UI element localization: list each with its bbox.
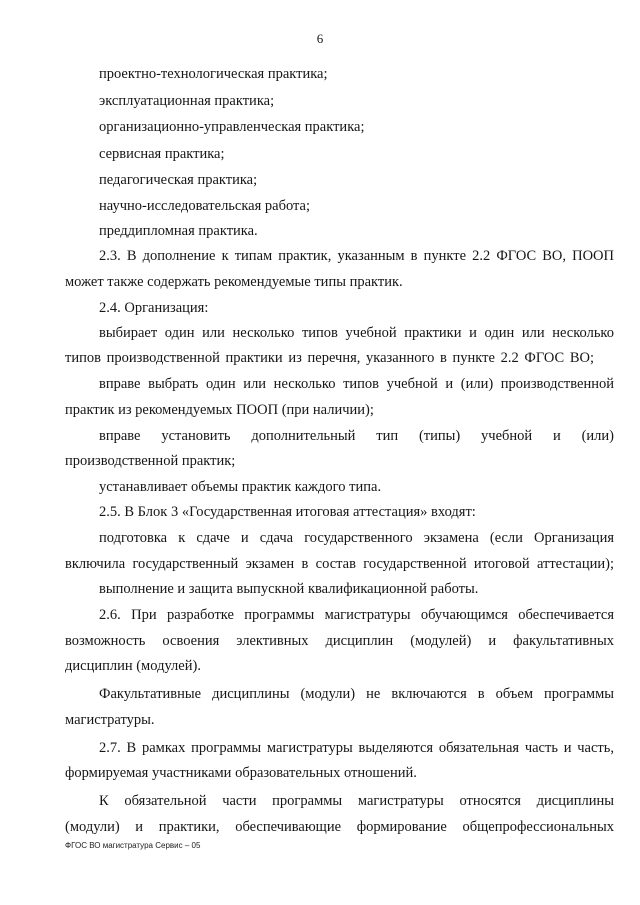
list-item: эксплуатационная практика; [99,93,275,109]
footer-text: ФГОС ВО магистратура Сервис – 05 [65,841,201,850]
list-item: преддипломная практика. [99,223,258,239]
paragraph-line: выбирает один или несколько типов учебной практики и один или несколько [99,325,614,341]
page-number: 6 [316,31,324,46]
paragraph-line: подготовка к сдаче и сдача государственного экзамена (если Организация [99,530,614,546]
paragraph-line: (модули) и практики, обеспечивающие формирование общепрофессиональных [65,819,614,835]
paragraph-line: выполнение и защита выпускной квалификационной работы. [99,581,479,597]
paragraph-line: 2.7. В рамках программы магистратуры выделяются обязательная часть и часть, [99,740,614,756]
paragraph-line: дисциплин (модулей). [65,658,201,674]
paragraph-line: включила государственный экзамен в состав государственной итоговой аттестации); [65,556,614,572]
paragraph-line: Факультативные дисциплины (модули) не включаются в объем программы [99,686,614,702]
list-item: сервисная практика; [99,146,225,162]
paragraph-line: практик из рекомендуемых ПООП (при наличии); [65,402,374,418]
paragraph-line: 2.5. В Блок 3 «Государственная итоговая аттестация» входят: [99,504,476,520]
paragraph-line: формируемая участниками образовательных отношений. [65,765,417,781]
paragraph-line: возможность освоения элективных дисциплин (модулей) и факультативных [65,633,614,649]
paragraph-line: устанавливает объемы практик каждого типа. [99,479,382,495]
paragraph-line: К обязательной части программы магистратуры относятся дисциплины [99,793,614,809]
paragraph-line: вправе установить дополнительный тип (типы) учебной и (или) [99,428,614,444]
paragraph-line: может также содержать рекомендуемые типы практик. [65,274,403,290]
list-item: педагогическая практика; [99,172,258,188]
paragraph-line: 2.4. Организация: [99,300,209,316]
list-item: проектно-технологическая практика; [99,66,328,82]
paragraph-line: магистратуры. [65,712,155,728]
list-item: организационно-управленческая практика; [99,119,365,135]
paragraph-line: 2.3. В дополнение к типам практик, указанным в пункте 2.2 ФГОС ВО, ПООП [99,248,614,264]
paragraph-line: производственной практик; [65,453,236,469]
paragraph-line: 2.6. При разработке программы магистратуры обучающимся обеспечивается [99,607,614,623]
paragraph-line: типов производственной практики из перечня, указанного в пункте 2.2 ФГОС ВО; [65,350,594,366]
list-item: научно-исследовательская работа; [99,198,311,214]
paragraph-line: вправе выбрать один или несколько типов учебной и (или) производственной [99,376,614,392]
